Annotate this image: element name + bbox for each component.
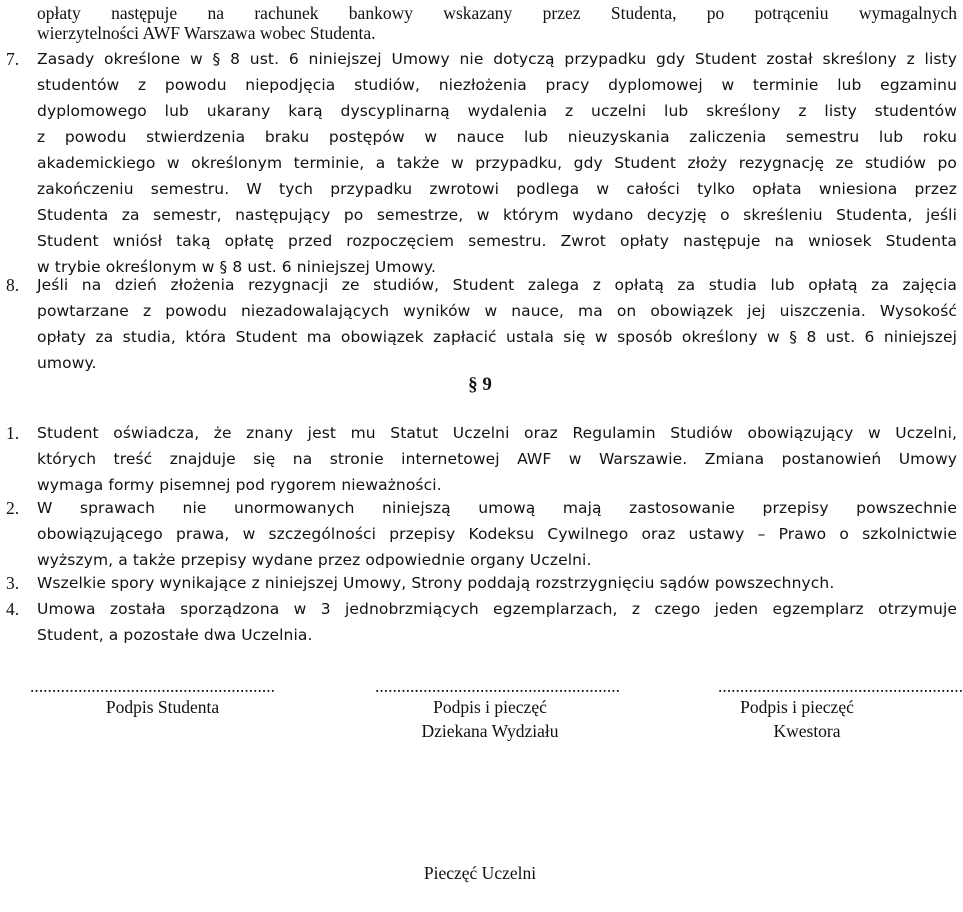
item-9-2-number: 2. bbox=[6, 498, 20, 518]
item-8-line-3: opłaty za studia, która Student ma obowiązek zapłacić ustala się w sposób określony w § 8 ust. 6 niniejszej bbox=[37, 328, 957, 346]
item-9-2-line-3: wyższym, a także przepisy wydane przez odpowiednie organy Uczelni. bbox=[37, 551, 592, 569]
signature-label-dean-1: Podpis i pieczęć bbox=[433, 697, 547, 717]
section-9-heading: § 9 bbox=[468, 374, 492, 395]
item-9-3-line-1: Wszelkie spory wynikające z niniejszej Umowy, Strony poddają rozstrzygnięciu sądów powszechnych. bbox=[37, 574, 835, 592]
item-9-4-line-1: Umowa została sporządzona w 3 jednobrzmiących egzemplarzach, z czego jeden egzemplarz otrzymuje bbox=[37, 600, 957, 618]
item-9-1-line-1: Student oświadcza, że znany jest mu Statut Uczelni oraz Regulamin Studiów obowiązujący w Uczelni, bbox=[37, 424, 957, 442]
item-8-line-1: Jeśli na dzień złożenia rezygnacji ze studiów, Student zalega z opłatą za studia lub opłatą za zajęcia bbox=[37, 276, 957, 294]
item-9-1-number: 1. bbox=[6, 423, 20, 443]
item-7-line-2: studentów z powodu niepodjęcia studiów, niezłożenia pracy dyplomowej w terminie lub egzaminu bbox=[37, 76, 957, 94]
item-7-line-6: zakończeniu semestru. W tych przypadku zwrotowi podlega w całości tylko opłata wniesiona przez bbox=[37, 180, 957, 198]
item-9-3-number: 3. bbox=[6, 573, 20, 593]
signature-line-dean: ........................................................ bbox=[375, 676, 620, 696]
item-7-number: 7. bbox=[6, 49, 20, 69]
item-9-1-line-2: których treść znajduje się na stronie internetowej AWF w Warszawie. Zmiana postanowień Umowy bbox=[37, 450, 957, 468]
university-seal-label: Pieczęć Uczelni bbox=[423, 863, 537, 883]
item-8-line-4: umowy. bbox=[37, 354, 97, 372]
intro-line-2: wierzytelności AWF Warszawa wobec Studenta. bbox=[37, 23, 376, 43]
signature-line-bursar: ........................................................ bbox=[718, 676, 963, 696]
item-8-number: 8. bbox=[6, 275, 20, 295]
item-9-2-line-1: W sprawach nie unormowanych niniejszą umową mają zastosowanie przepisy powszechnie bbox=[37, 499, 957, 517]
signature-label-bursar-1: Podpis i pieczęć bbox=[740, 697, 854, 717]
signature-line-student: ........................................................ bbox=[30, 676, 275, 696]
item-9-4-line-2: Student, a pozostałe dwa Uczelnia. bbox=[37, 626, 313, 644]
signature-label-dean-2: Dziekana Wydziału bbox=[421, 721, 559, 741]
item-9-1-line-3: wymaga formy pisemnej pod rygorem nieważności. bbox=[37, 476, 442, 494]
item-7-line-5: akademickiego w określonym terminie, a także w przypadku, gdy Student złoży rezygnację ze studiów po bbox=[37, 154, 957, 172]
item-8-line-2: powtarzane z powodu niezadowalających wyników w nauce, ma on obowiązek jej uiszczenia. Wysokość bbox=[37, 302, 957, 320]
intro-line-1: opłaty następuje na rachunek bankowy wskazany przez Studenta, po potrąceniu wymagalnych bbox=[37, 3, 957, 23]
item-7-line-8: Student wniósł taką opłatę przed rozpoczęciem semestru. Zwrot opłaty następuje na wniosek Studenta bbox=[37, 232, 957, 250]
signature-label-student: Podpis Studenta bbox=[105, 697, 220, 717]
item-7-line-1: Zasady określone w § 8 ust. 6 niniejszej Umowy nie dotyczą przypadku gdy Student został skreślony z listy bbox=[37, 50, 957, 68]
item-7-line-7: Studenta za semestr, następujący po semestrze, w którym wydano decyzję o skreśleniu Studenta, jeśli bbox=[37, 206, 957, 224]
item-7-line-3: dyplomowego lub ukarany karą dyscyplinarną wydalenia z uczelni lub skreślony z listy studentów bbox=[37, 102, 957, 120]
item-9-2-line-2: obowiązującego prawa, w szczególności przepisy Kodeksu Cywilnego oraz ustawy – Prawo o szkolnictwie bbox=[37, 525, 957, 543]
item-9-4-number: 4. bbox=[6, 599, 20, 619]
signature-label-bursar-2: Kwestora bbox=[773, 721, 841, 741]
item-7-line-9: w trybie określonym w § 8 ust. 6 niniejszej Umowy. bbox=[37, 258, 437, 276]
item-7-line-4: z powodu stwierdzenia braku postępów w nauce lub nieuzyskania zaliczenia semestru lub roku bbox=[37, 128, 957, 146]
